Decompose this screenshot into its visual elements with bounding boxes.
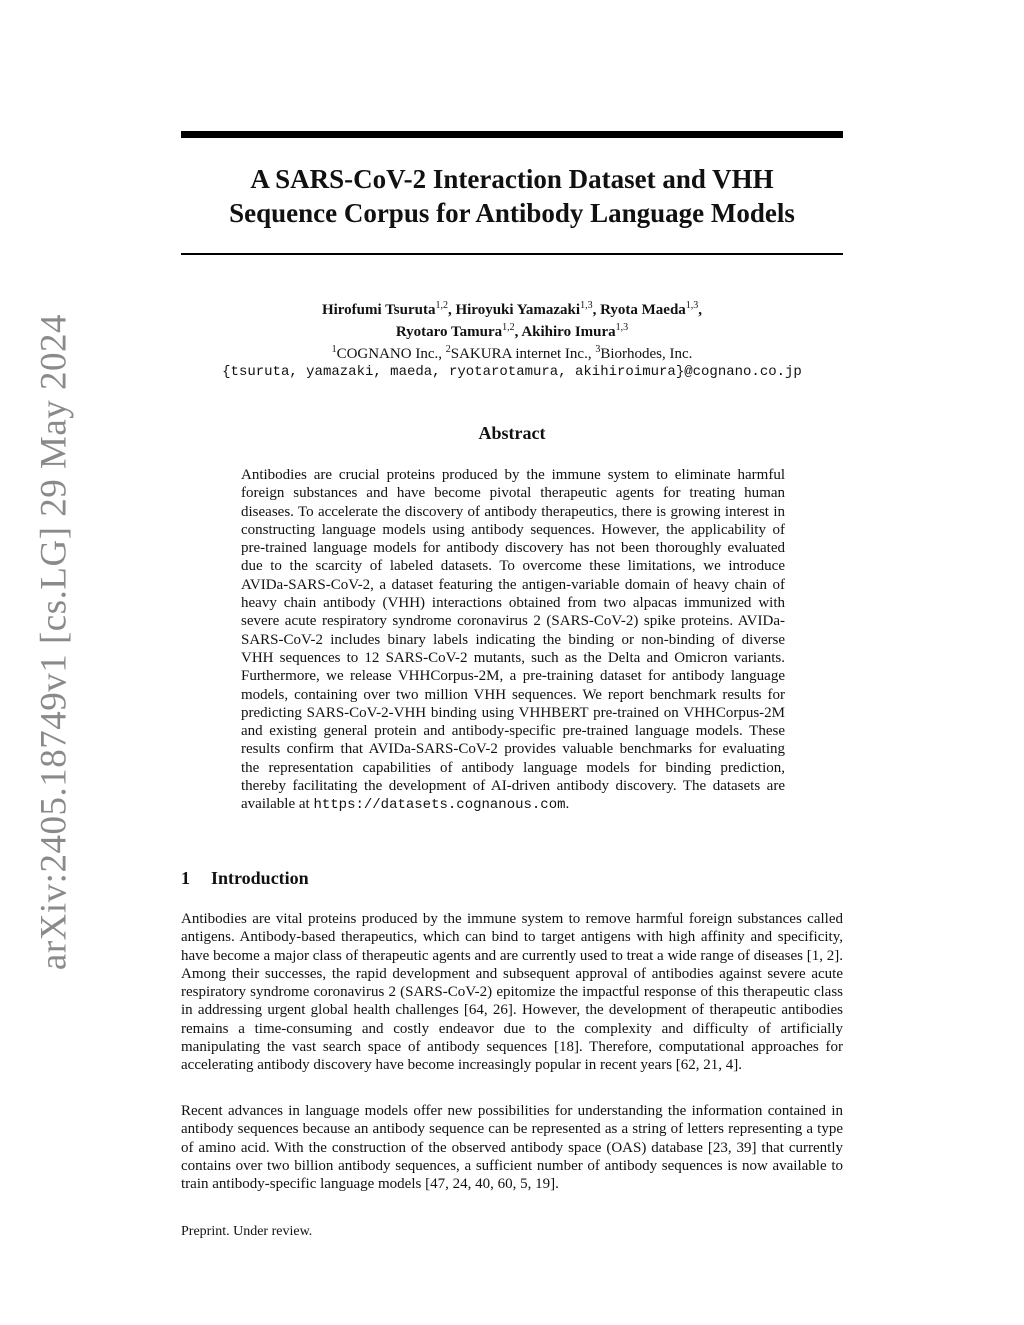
abstract-text [241, 466, 785, 815]
title-rule-top [181, 131, 843, 138]
author-name: Ryotaro Tamura [395, 324, 503, 340]
title-line-1: A SARS-CoV-2 Interaction Dataset and VHH [250, 164, 774, 194]
paper-title [181, 162, 843, 230]
footer-note: Preprint. Under review. [181, 1224, 313, 1239]
affiliations: $^1$COGNANO Inc., $^2$SAKURA internet Inc., $^3$Biorhodes, Inc. [331, 344, 693, 362]
affiliation-sup: 2 [445, 344, 451, 355]
abstract-body-text: Antibodies are crucial proteins produced by the immune system to eliminate harmful foreign substances and have become pivotal therapeutic agents for treating human diseases. To accelerate the discovery of antibody therapeutics, there is growing interest in constructing language models using antibody sequences. However, the applicability of pre-trained language models for antibody discovery has not been thoroughly evaluated due to the scarcity of labeled datasets. To overcome these limitations, we introduce AVIDa-SARS-CoV-2, a dataset featuring the antigen-variable domain of heavy chain of heavy chain antibody (VHH) interactions obtained from two alpacas immunized with severe acute respiratory syndrome coronavirus 2 (SARS-CoV-2) spike proteins. AVIDa-SARS-CoV-2 includes binary labels indicating the binding or non-binding of diverse VHH sequences to 12 SARS-CoV-2 mutants, such as the Delta and Omicron variants. Furthermore, we release VHHCorpus-2M, a pre-training dataset for antibody language models, containing over two million VHH sequences. We report benchmark results for predicting SARS-CoV-2-VHH binding using VHHBERT pre-trained on VHHCorpus-2M and existing general protein and antibody-specific pre-trained language models. These results confirm that AVIDa-SARS-CoV-2 provides valuable benchmarks for evaluating the representation capabilities of antibody language models for binding prediction, thereby facilitating the development of AI-driven antibody discovery. The datasets are available at [241, 467, 785, 813]
author-name: Hiroyuki Yamazaki [455, 302, 581, 318]
affiliation-sup: 3 [595, 344, 601, 355]
intro-paragraph-1: Antibodies are vital proteins produced by the immune system to remove harmful foreign substances called antigens. Antibody-based therapeutics, which can bind to target antigens with high affinity and specificity, have become a major class of therapeutic agents and are currently used to treat a wide range of diseases [1, 2]. Among their successes, the rapid development and subsequent approval of antibodies against severe acute respiratory syndrome coronavirus 2 (SARS-CoV-2) epitomize the impactful response of this therapeutic class in addressing urgent global health challenges [64, 26]. However, the development of therapeutic antibodies remains a time-consuming and costly endeavor due to the complexity and difficulty of artificially manipulating the vast search space of antibody sequences [18]. Therefore, computational approaches for accelerating antibody discovery have become increasingly popular in recent years [62, 21, 4]. [181, 911, 843, 1074]
author-emails: {tsuruta, yamazaki, maeda, ryotarotamura, akihiroimura}@cognano.co.jp [222, 364, 802, 380]
author-block [181, 297, 843, 381]
author-affiliation-sup: 1,3 [615, 322, 629, 333]
author-line-1: Hirofumi Tsuruta$^{1,2}$, Hiroyuki Yamazaki$^{1,3}$, Ryota Maeda$^{1,3}$, [321, 300, 703, 318]
author-affiliation-sup: 1,3 [580, 300, 593, 311]
affiliation-name: COGNANO Inc. [336, 346, 439, 362]
author-line-2: Ryotaro Tamura$^{1,2}$, Akihiro Imura$^{1,3}$ [395, 322, 629, 340]
author-affiliation-sup: 1,2 [435, 300, 448, 311]
title-line-2: Sequence Corpus for Antibody Language Models [229, 198, 795, 228]
section-heading-introduction [181, 868, 309, 889]
section-title: Introduction [211, 868, 309, 888]
dataset-url-link[interactable]: https://datasets.cognanous.com [313, 797, 566, 814]
abstract-heading: Abstract [478, 423, 546, 443]
affiliation-sup: 1 [331, 344, 337, 355]
arxiv-stamp: arXiv:2405.18749v1 [cs.LG] 29 May 2024 [33, 313, 75, 971]
affiliation-name: Biorhodes, Inc. [600, 346, 693, 362]
title-rule-bottom [181, 253, 843, 255]
author-affiliation-sup: 1,2 [502, 322, 515, 333]
abstract-end-punct: . [565, 796, 570, 813]
author-affiliation-sup: 1,3 [685, 300, 699, 311]
author-name: Ryota Maeda [600, 302, 686, 318]
author-name: Hirofumi Tsuruta [321, 302, 436, 318]
affiliation-name: SAKURA internet Inc. [450, 346, 588, 362]
author-name: Akihiro Imura [521, 324, 616, 340]
section-number: 1 [181, 868, 190, 888]
intro-paragraph-2: Recent advances in language models offer new possibilities for understanding the information contained in antibody sequences because an antibody sequence can be represented as a string of letters representing a type of amino acid. With the construction of the observed antibody space (OAS) database [23, 39] that currently contains over two billion antibody sequences, a sufficient number of antibody sequences is now available to train antibody-specific language models [47, 24, 40, 60, 5, 19]. [181, 1103, 843, 1193]
